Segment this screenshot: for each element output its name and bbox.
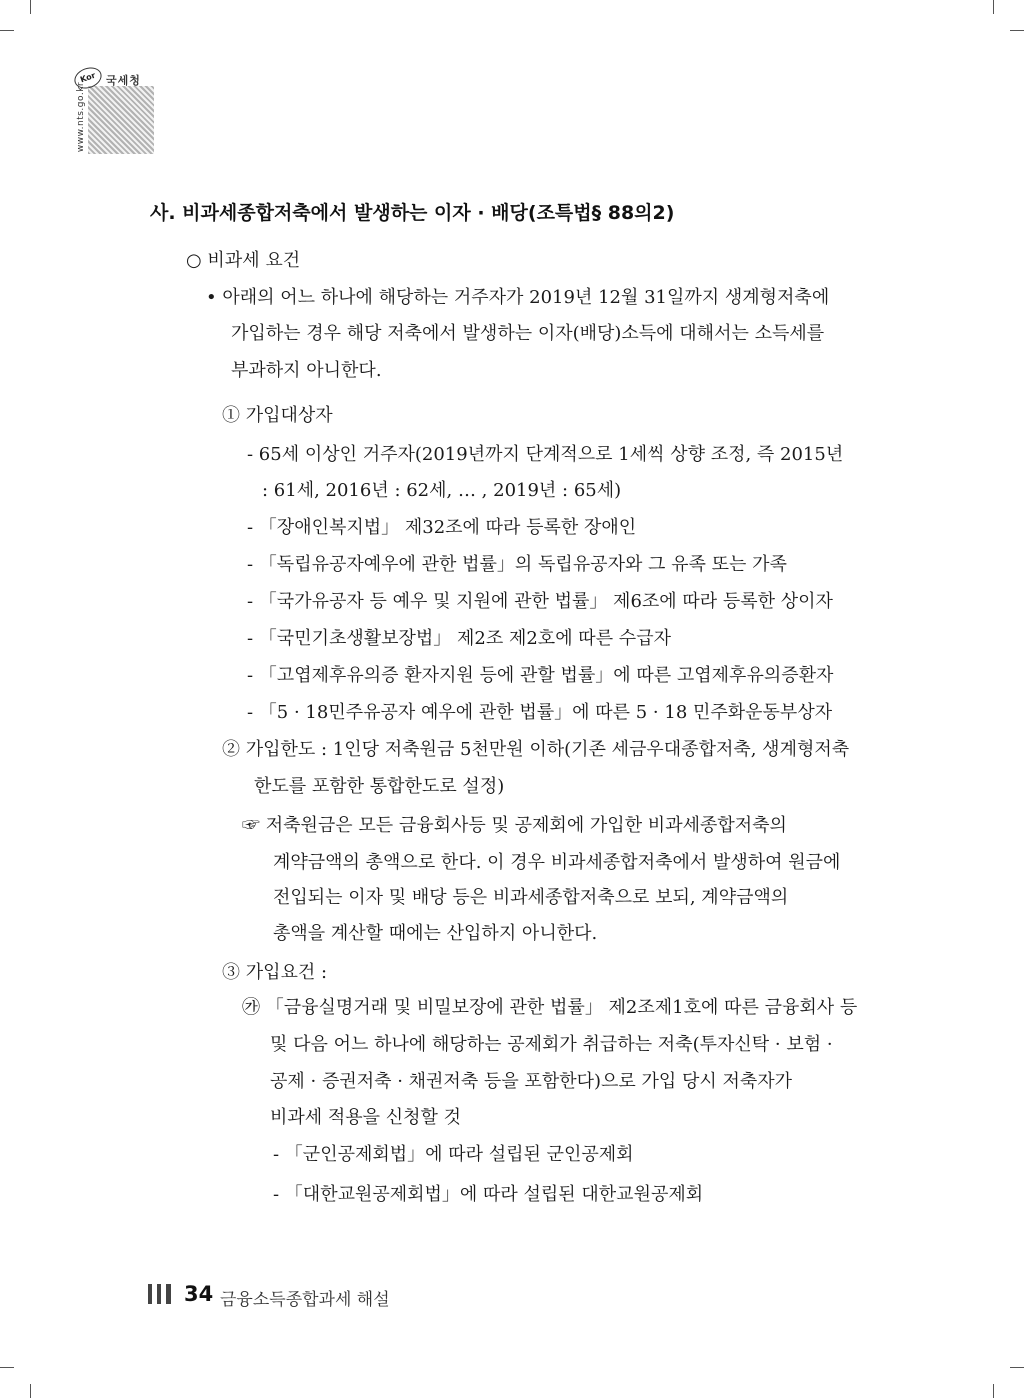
crop-mark-bottom-left-h: [0, 1367, 14, 1368]
eligible-item: - 「5 · 18민주유공자 예우에 관한 법률」에 따른 5 · 18 민주화운동부상자: [247, 702, 833, 723]
org-name: 국세청: [106, 74, 141, 87]
conditions-sub-item: - 「대한교원공제회법」에 따라 설립된 대한교원공제회: [273, 1184, 704, 1205]
eligible-item: - 「국가유공자 등 예우 및 지원에 관한 법률」 제6조에 따라 등록한 상이자: [247, 591, 833, 612]
eligible-item: - 「국민기초생활보장법」 제2조 제2호에 따른 수급자: [247, 628, 671, 649]
eligible-item: : 61세, 2016년 : 62세, … , 2019년 : 65세): [262, 480, 622, 501]
crop-mark-top-left: [30, 0, 31, 14]
eligible-title: ① 가입대상자: [222, 405, 333, 426]
limit-line-2: 한도를 포함한 통합한도로 설정): [254, 776, 505, 797]
crop-mark-top-left-h: [0, 30, 14, 31]
footer-bar: [166, 1284, 171, 1304]
footer-bar: [157, 1284, 161, 1304]
conditions-ga-line: 비과세 적용을 신청할 것: [270, 1107, 462, 1128]
eligible-item: - 「독립유공자예우에 관한 법률」의 독립유공자와 그 유족 또는 가족: [247, 554, 787, 575]
intro-line-3: 부과하지 아니한다.: [231, 360, 382, 381]
footer-bar: [148, 1284, 152, 1304]
conditions-ga-line: ㉮ 「금융실명거래 및 비밀보장에 관한 법률」 제2조제1호에 따른 금융회사 등: [242, 997, 858, 1018]
requirements-heading: ○ 비과세 요건: [186, 250, 301, 271]
crop-mark-top-right: [993, 0, 994, 14]
limit-note-line: ☞ 저축원금은 모든 금융회사등 및 공제회에 가입한 비과세종합저축의: [242, 815, 787, 836]
book-title: 금융소득종합과세 해설: [220, 1290, 390, 1310]
eligible-item: - 65세 이상인 거주자(2019년까지 단계적으로 1세씩 상향 조정, 즉 2015년: [247, 444, 844, 465]
logo-badge: Kor: [71, 64, 104, 92]
conditions-ga-line: 및 다음 어느 하나에 해당하는 공제회가 취급하는 저축(투자신탁 · 보험 ·: [270, 1034, 833, 1055]
conditions-title: ③ 가입요건 :: [222, 962, 328, 983]
intro-line-1: • 아래의 어느 하나에 해당하는 거주자가 2019년 12월 31일까지 생계형저축에: [206, 287, 830, 308]
logo-pattern: [88, 86, 154, 154]
eligible-item: - 「장애인복지법」 제32조에 따라 등록한 장애인: [247, 517, 637, 538]
crop-mark-top-right-h: [1010, 30, 1024, 31]
crop-mark-bottom-right: [993, 1384, 994, 1398]
crop-mark-bottom-right-h: [1010, 1367, 1024, 1368]
limit-note-line: 전입되는 이자 및 배당 등은 비과세종합저축으로 보되, 계약금액의: [273, 887, 789, 908]
crop-mark-bottom-left: [30, 1384, 31, 1398]
intro-line-2: 가입하는 경우 해당 저축에서 발생하는 이자(배당)소득에 대해서는 소득세를: [231, 323, 825, 344]
conditions-sub-item: - 「군인공제회법」에 따라 설립된 군인공제회: [273, 1144, 634, 1165]
limit-note-line: 계약금액의 총액으로 한다. 이 경우 비과세종합저축에서 발생하여 원금에: [273, 852, 841, 873]
section-title: 사. 비과세종합저축에서 발생하는 이자 · 배당(조특법§ 88의2): [150, 202, 675, 224]
org-url: www.nts.go.kr: [76, 81, 86, 153]
limit-note-line: 총액을 계산할 때에는 산입하지 아니한다.: [273, 923, 598, 944]
header-logo: [72, 68, 154, 154]
page-number: 34: [184, 1282, 214, 1306]
limit-line-1: ② 가입한도 : 1인당 저축원금 5천만원 이하(기존 세금우대종합저축, 생계형저축: [222, 739, 850, 760]
eligible-item: - 「고엽제후유의증 환자지원 등에 관할 법률」에 따른 고엽제후유의증환자: [247, 665, 834, 686]
conditions-ga-line: 공제 · 증권저축 · 채권저축 등을 포함한다)으로 가입 당시 저축자가: [270, 1071, 793, 1092]
